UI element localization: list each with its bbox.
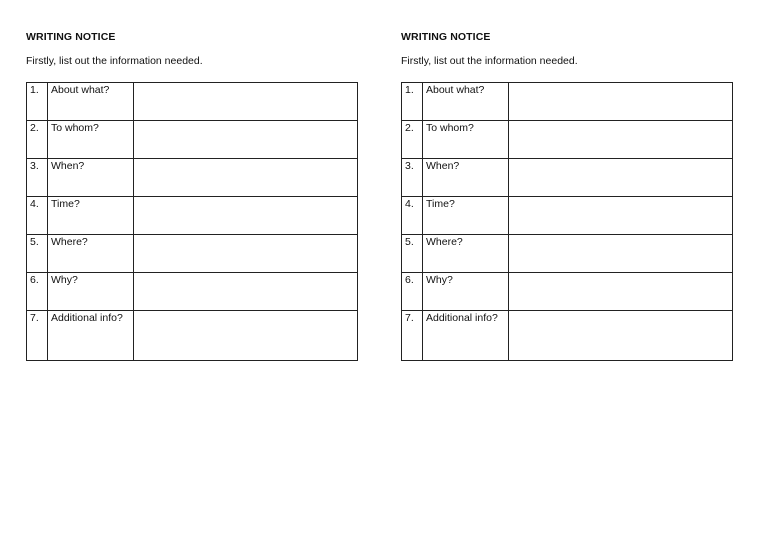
table-row [402, 235, 733, 273]
row-question: About what? [48, 83, 134, 121]
answer-cell[interactable] [134, 235, 358, 273]
table-row [402, 197, 733, 235]
row-question: About what? [423, 83, 509, 121]
row-number: 2. [27, 121, 48, 159]
row-question: When? [423, 159, 509, 197]
info-table [26, 82, 358, 361]
row-question: Why? [48, 273, 134, 311]
row-number: 5. [402, 235, 423, 273]
row-question: To whom? [423, 121, 509, 159]
answer-cell[interactable] [509, 235, 733, 273]
table-row [402, 159, 733, 197]
row-question: Additional info? [423, 311, 509, 361]
table-row [402, 121, 733, 159]
answer-cell[interactable] [134, 121, 358, 159]
answer-cell[interactable] [134, 273, 358, 311]
table-row [27, 83, 358, 121]
table-row [402, 273, 733, 311]
info-table [401, 82, 733, 361]
table-row [402, 83, 733, 121]
table-row [402, 311, 733, 361]
row-question: Additional info? [48, 311, 134, 361]
answer-cell[interactable] [134, 83, 358, 121]
row-question: Why? [423, 273, 509, 311]
answer-cell[interactable] [134, 159, 358, 197]
row-question: To whom? [48, 121, 134, 159]
answer-cell[interactable] [509, 197, 733, 235]
row-number: 6. [402, 273, 423, 311]
row-question: Where? [423, 235, 509, 273]
row-number: 2. [402, 121, 423, 159]
answer-cell[interactable] [509, 311, 733, 361]
answer-cell[interactable] [134, 197, 358, 235]
row-question: Where? [48, 235, 134, 273]
table-row [27, 121, 358, 159]
answer-cell[interactable] [509, 273, 733, 311]
row-number: 1. [27, 83, 48, 121]
row-question: Time? [423, 197, 509, 235]
table-row [27, 311, 358, 361]
row-question: When? [48, 159, 134, 197]
table-row [27, 235, 358, 273]
row-number: 7. [27, 311, 48, 361]
row-number: 4. [27, 197, 48, 235]
row-question: Time? [48, 197, 134, 235]
answer-cell[interactable] [509, 83, 733, 121]
answer-cell[interactable] [134, 311, 358, 361]
row-number: 3. [402, 159, 423, 197]
row-number: 5. [27, 235, 48, 273]
table-row [27, 197, 358, 235]
row-number: 3. [27, 159, 48, 197]
worksheet-instruction: Firstly, list out the information needed. [401, 55, 578, 67]
answer-cell[interactable] [509, 159, 733, 197]
worksheet-title: WRITING NOTICE [401, 31, 491, 43]
worksheet-title: WRITING NOTICE [26, 31, 116, 43]
row-number: 6. [27, 273, 48, 311]
table-row [27, 159, 358, 197]
table-row [27, 273, 358, 311]
row-number: 4. [402, 197, 423, 235]
row-number: 1. [402, 83, 423, 121]
row-number: 7. [402, 311, 423, 361]
answer-cell[interactable] [509, 121, 733, 159]
worksheet-instruction: Firstly, list out the information needed. [26, 55, 203, 67]
